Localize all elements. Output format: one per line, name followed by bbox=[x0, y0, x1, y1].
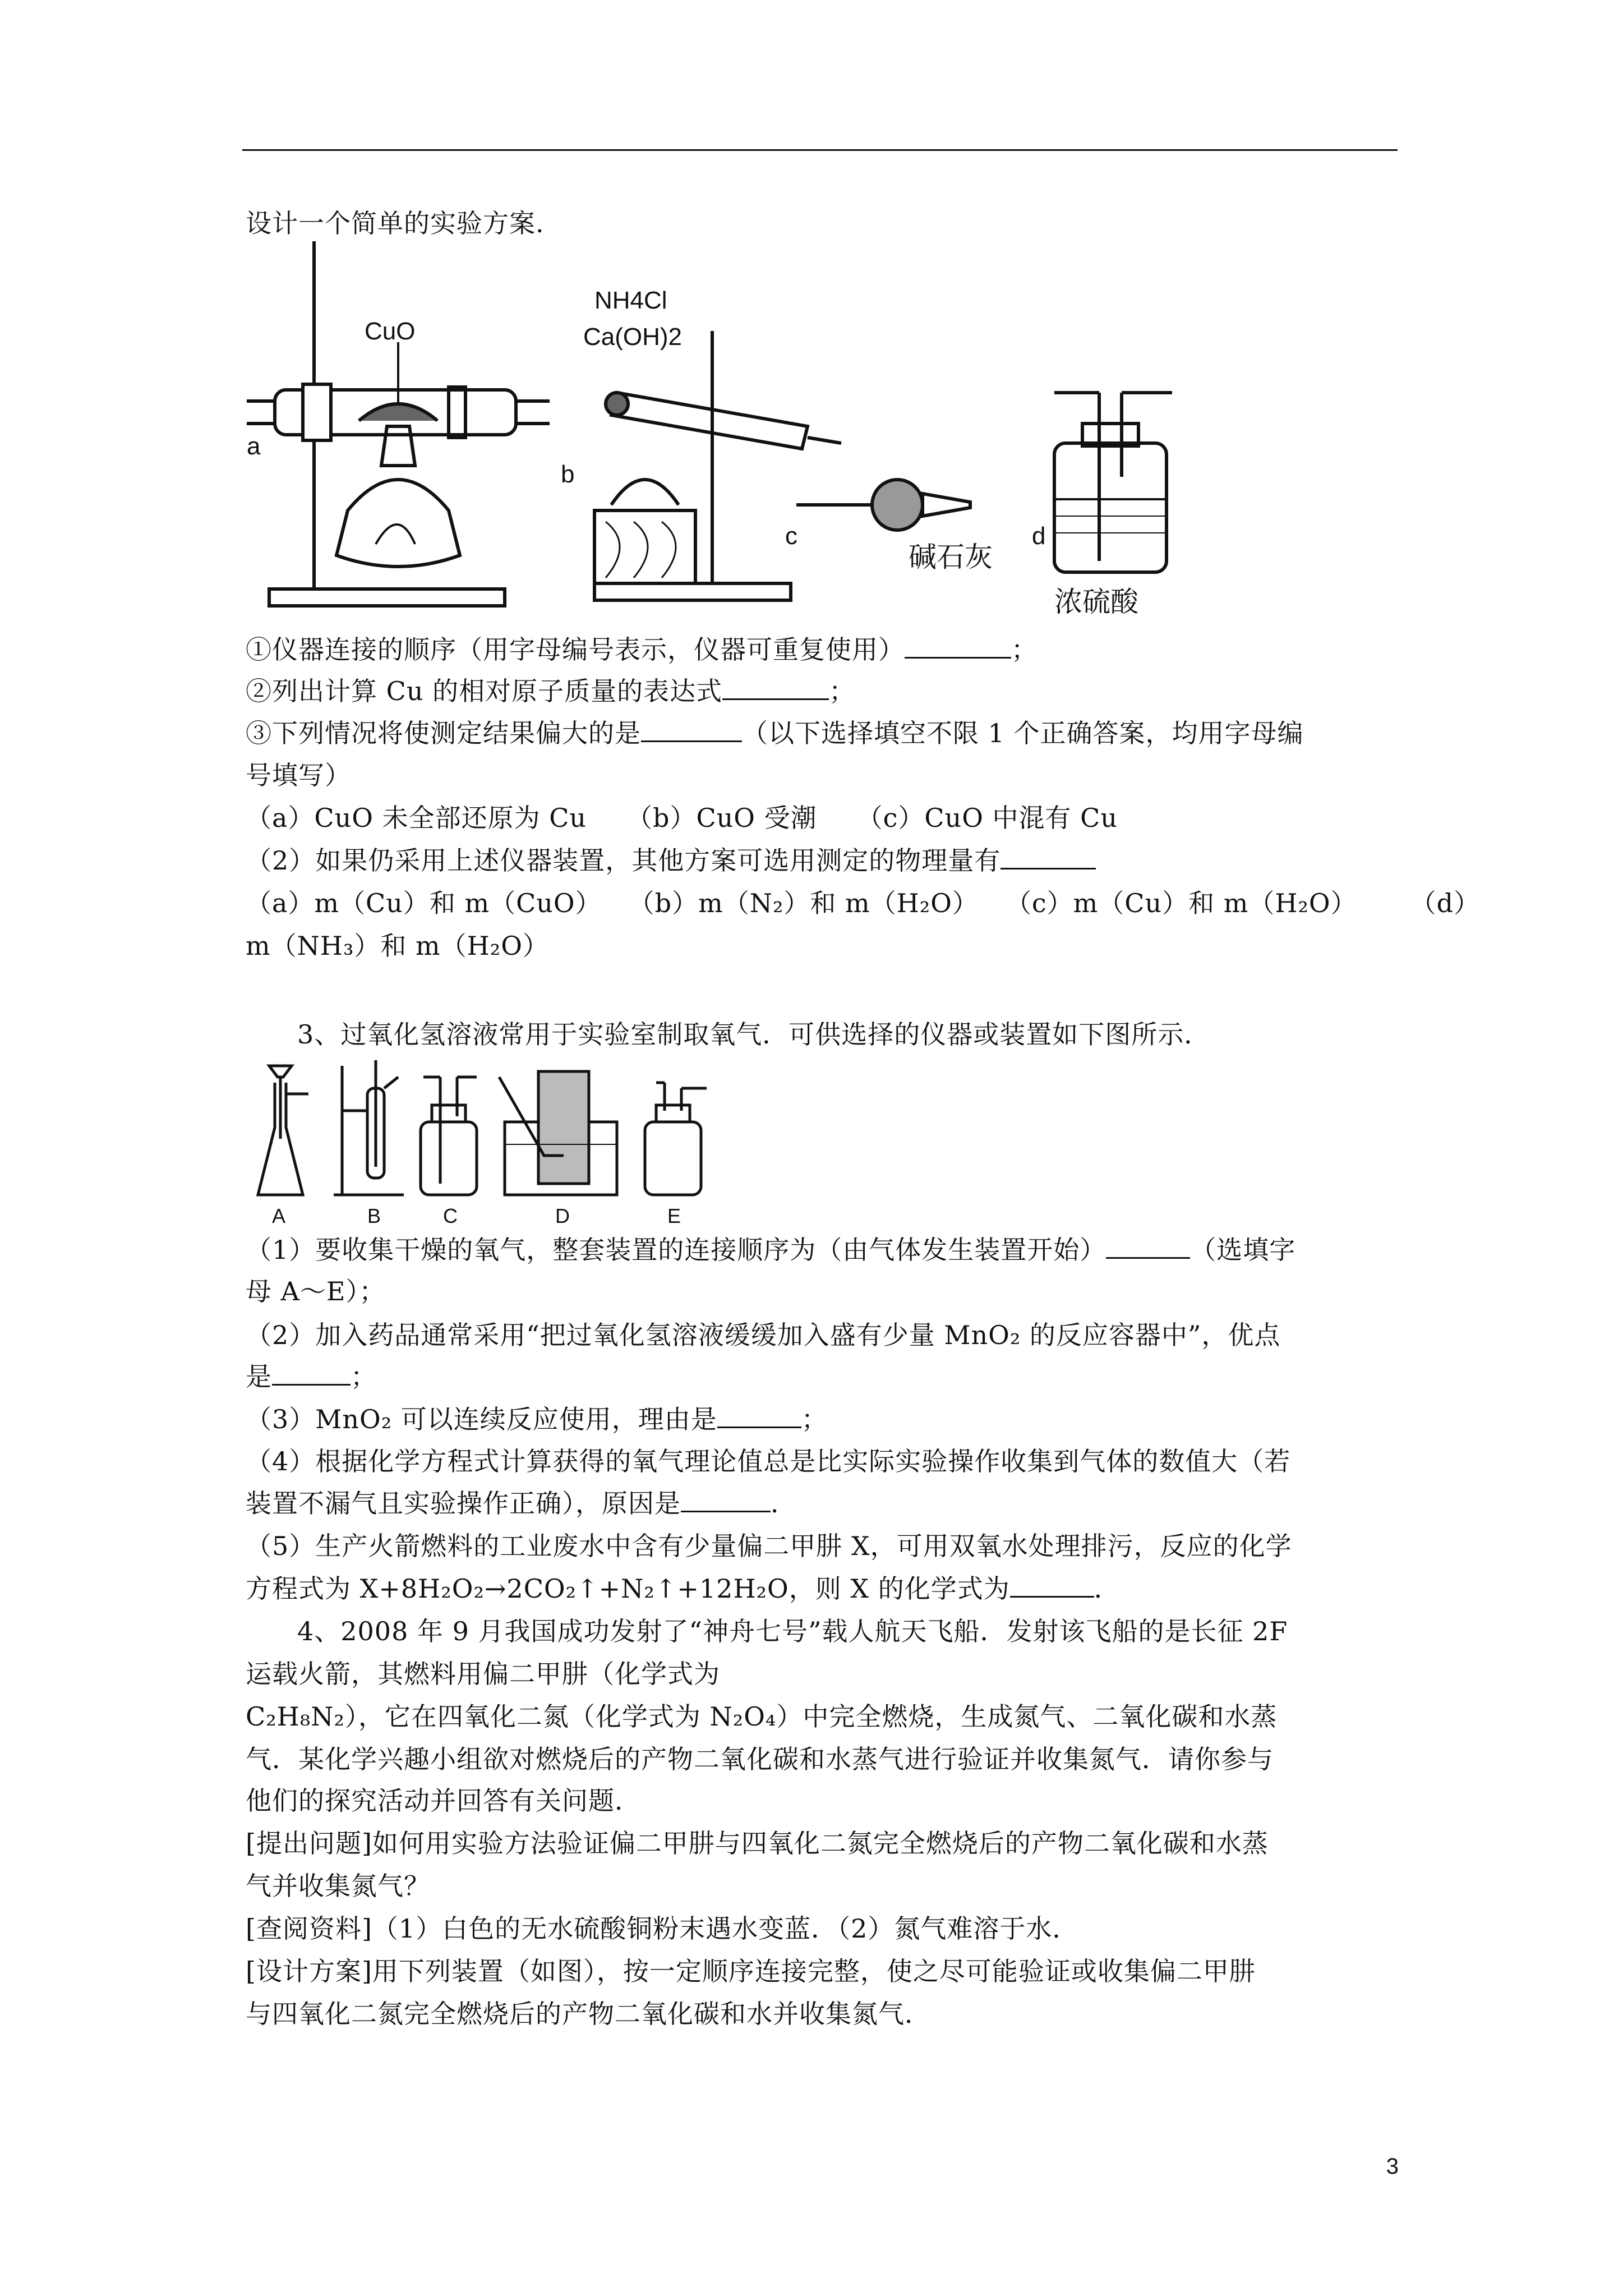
section-4-line-7: 气并收集氮气？ bbox=[246, 1871, 430, 1901]
section-4-line-10: 与四氧化二氮完全燃烧后的产物二氧化碳和水并收集氮气． bbox=[246, 1999, 931, 2029]
s3-question-3: （3）MnO₂ 可以连续反应使用，理由是 ； bbox=[246, 1404, 828, 1434]
svg-text:c: c bbox=[785, 522, 797, 550]
answer-blank[interactable] bbox=[1106, 1235, 1190, 1259]
s3-question-1-cont: 母 A～E）； bbox=[246, 1276, 386, 1306]
s3-question-4-cont: 装置不漏气且实验操作正确），原因是 ． bbox=[246, 1488, 797, 1519]
header-rule bbox=[242, 149, 1398, 151]
answer-blank[interactable] bbox=[717, 1404, 801, 1428]
section-4-line-3: C₂H₈N₂），它在四氧化二氮（化学式为 N₂O₄）中完全燃烧，生成氮气、二氧化碳和水蒸 bbox=[246, 1701, 1278, 1732]
section-4-line-2: 运载火箭，其燃料用偏二甲肼（化学式为 bbox=[246, 1659, 720, 1689]
svg-text:C: C bbox=[443, 1204, 458, 1227]
s3-question-2: （2）加入药品通常采用“把过氧化氢溶液缓缓加入盛有少量 MnO₂ 的反应容器中”，优点 bbox=[246, 1320, 1281, 1350]
svg-text:NH4Cl: NH4Cl bbox=[594, 287, 667, 314]
svg-text:b: b bbox=[561, 461, 575, 488]
svg-text:A: A bbox=[272, 1204, 286, 1227]
intro-text: 设计一个简单的实验方案. bbox=[246, 208, 545, 238]
section-4-line-9: [设计方案]用下列装置（如图），按一定顺序连接完整，使之尽可能验证或收集偏二甲肼 bbox=[246, 1956, 1256, 1986]
svg-text:CuO: CuO bbox=[365, 318, 416, 345]
section-4-line-5: 他们的探究活动并回答有关问题． bbox=[246, 1786, 641, 1816]
apparatus-figure-1 bbox=[247, 241, 1481, 634]
question-1: ①仪器连接的顺序（用字母编号表示，仪器可重复使用） ； bbox=[246, 634, 1038, 665]
svg-text:D: D bbox=[555, 1204, 570, 1227]
apparatus-d-wash-bottle bbox=[1032, 393, 1172, 618]
page-number: 3 bbox=[1386, 2154, 1399, 2179]
s3-question-4: （4）根据化学方程式计算获得的氧气理论值总是比实际实验操作收集到气体的数值大（若 bbox=[246, 1446, 1291, 1476]
part-2-options-1: （a）m（Cu）和 m（CuO） （b）m（N₂）和 m（H₂O） （c）m（Cu）和 m（H₂O） （d） bbox=[246, 888, 1481, 918]
section-3-title: 3、过氧化氢溶液常用于实验室制取氧气．可供选择的仪器或装置如下图所示． bbox=[297, 1019, 1211, 1050]
section-4-line-8: [查阅资料]（1）白色的无水硫酸铜粉末遇水变蓝．（2）氮气难溶于水． bbox=[246, 1913, 1079, 1944]
apparatus-E bbox=[645, 1083, 707, 1227]
answer-blank[interactable] bbox=[681, 1488, 771, 1512]
svg-text:Ca(OH)2: Ca(OH)2 bbox=[583, 323, 683, 351]
question-3-cont: 号填写） bbox=[246, 760, 351, 790]
question-2: ②列出计算 Cu 的相对原子质量的表达式 ； bbox=[246, 676, 856, 706]
apparatus-c-drying-tube bbox=[785, 480, 993, 573]
answer-blank[interactable] bbox=[1010, 1573, 1094, 1598]
apparatus-A bbox=[258, 1066, 308, 1227]
section-4-line-1: 4、2008 年 9 月我国成功发射了“神舟七号”载人航天飞船．发射该飞船的是长征 2F bbox=[297, 1616, 1288, 1646]
question-3-options: （a）CuO 未全部还原为 Cu （b）CuO 受潮 （c）CuO 中混有 Cu bbox=[246, 803, 1118, 833]
question-3: ③下列情况将使测定结果偏大的是 （以下选择填空不限 1 个正确答案，均用字母编 bbox=[246, 718, 1304, 748]
s3-question-5-cont: 方程式为 X+8H₂O₂→2CO₂↑+N₂↑+12H₂O，则 X 的化学式为 ． bbox=[246, 1573, 1121, 1604]
svg-text:B: B bbox=[367, 1204, 381, 1227]
section-4-line-6: [提出问题]如何用实验方法验证偏二甲肼与四氧化二氮完全燃烧后的产物二氧化碳和水蒸 bbox=[246, 1828, 1269, 1858]
section-4-line-4: 气．某化学兴趣小组欲对燃烧后的产物二氧化碳和水蒸气进行验证并收集氮气．请你参与 bbox=[246, 1744, 1274, 1774]
answer-blank[interactable] bbox=[722, 676, 829, 700]
s3-question-5: （5）生产火箭燃料的工业废水中含有少量偏二甲肼 X，可用双氧水处理排污，反应的化学 bbox=[246, 1531, 1292, 1561]
s3-question-2-cont: 是 ； bbox=[246, 1361, 377, 1392]
part-2-question: （2）如果仍采用上述仪器装置，其他方案可选用测定的物理量有 bbox=[246, 844, 1096, 877]
svg-text:d: d bbox=[1032, 522, 1046, 550]
answer-blank[interactable] bbox=[272, 1361, 351, 1386]
apparatus-C bbox=[421, 1077, 477, 1227]
apparatus-a bbox=[247, 241, 550, 606]
svg-text:碱石灰: 碱石灰 bbox=[909, 541, 993, 573]
apparatus-B bbox=[334, 1060, 404, 1227]
apparatus-D bbox=[499, 1071, 617, 1227]
answer-blank[interactable] bbox=[905, 634, 1011, 659]
apparatus-figure-2 bbox=[252, 1055, 757, 1228]
apparatus-b bbox=[561, 287, 841, 600]
s3-question-1: （1）要收集干燥的氧气，整套装置的连接顺序为（由气体发生装置开始） （选填字 bbox=[246, 1235, 1296, 1265]
svg-text:a: a bbox=[247, 432, 261, 460]
part-2-options-2: m（NH₃）和 m（H₂O） bbox=[246, 931, 549, 961]
answer-blank[interactable] bbox=[641, 718, 742, 742]
svg-text:浓硫酸: 浓硫酸 bbox=[1054, 586, 1138, 618]
svg-text:E: E bbox=[667, 1204, 681, 1227]
answer-blank[interactable] bbox=[1000, 845, 1096, 869]
